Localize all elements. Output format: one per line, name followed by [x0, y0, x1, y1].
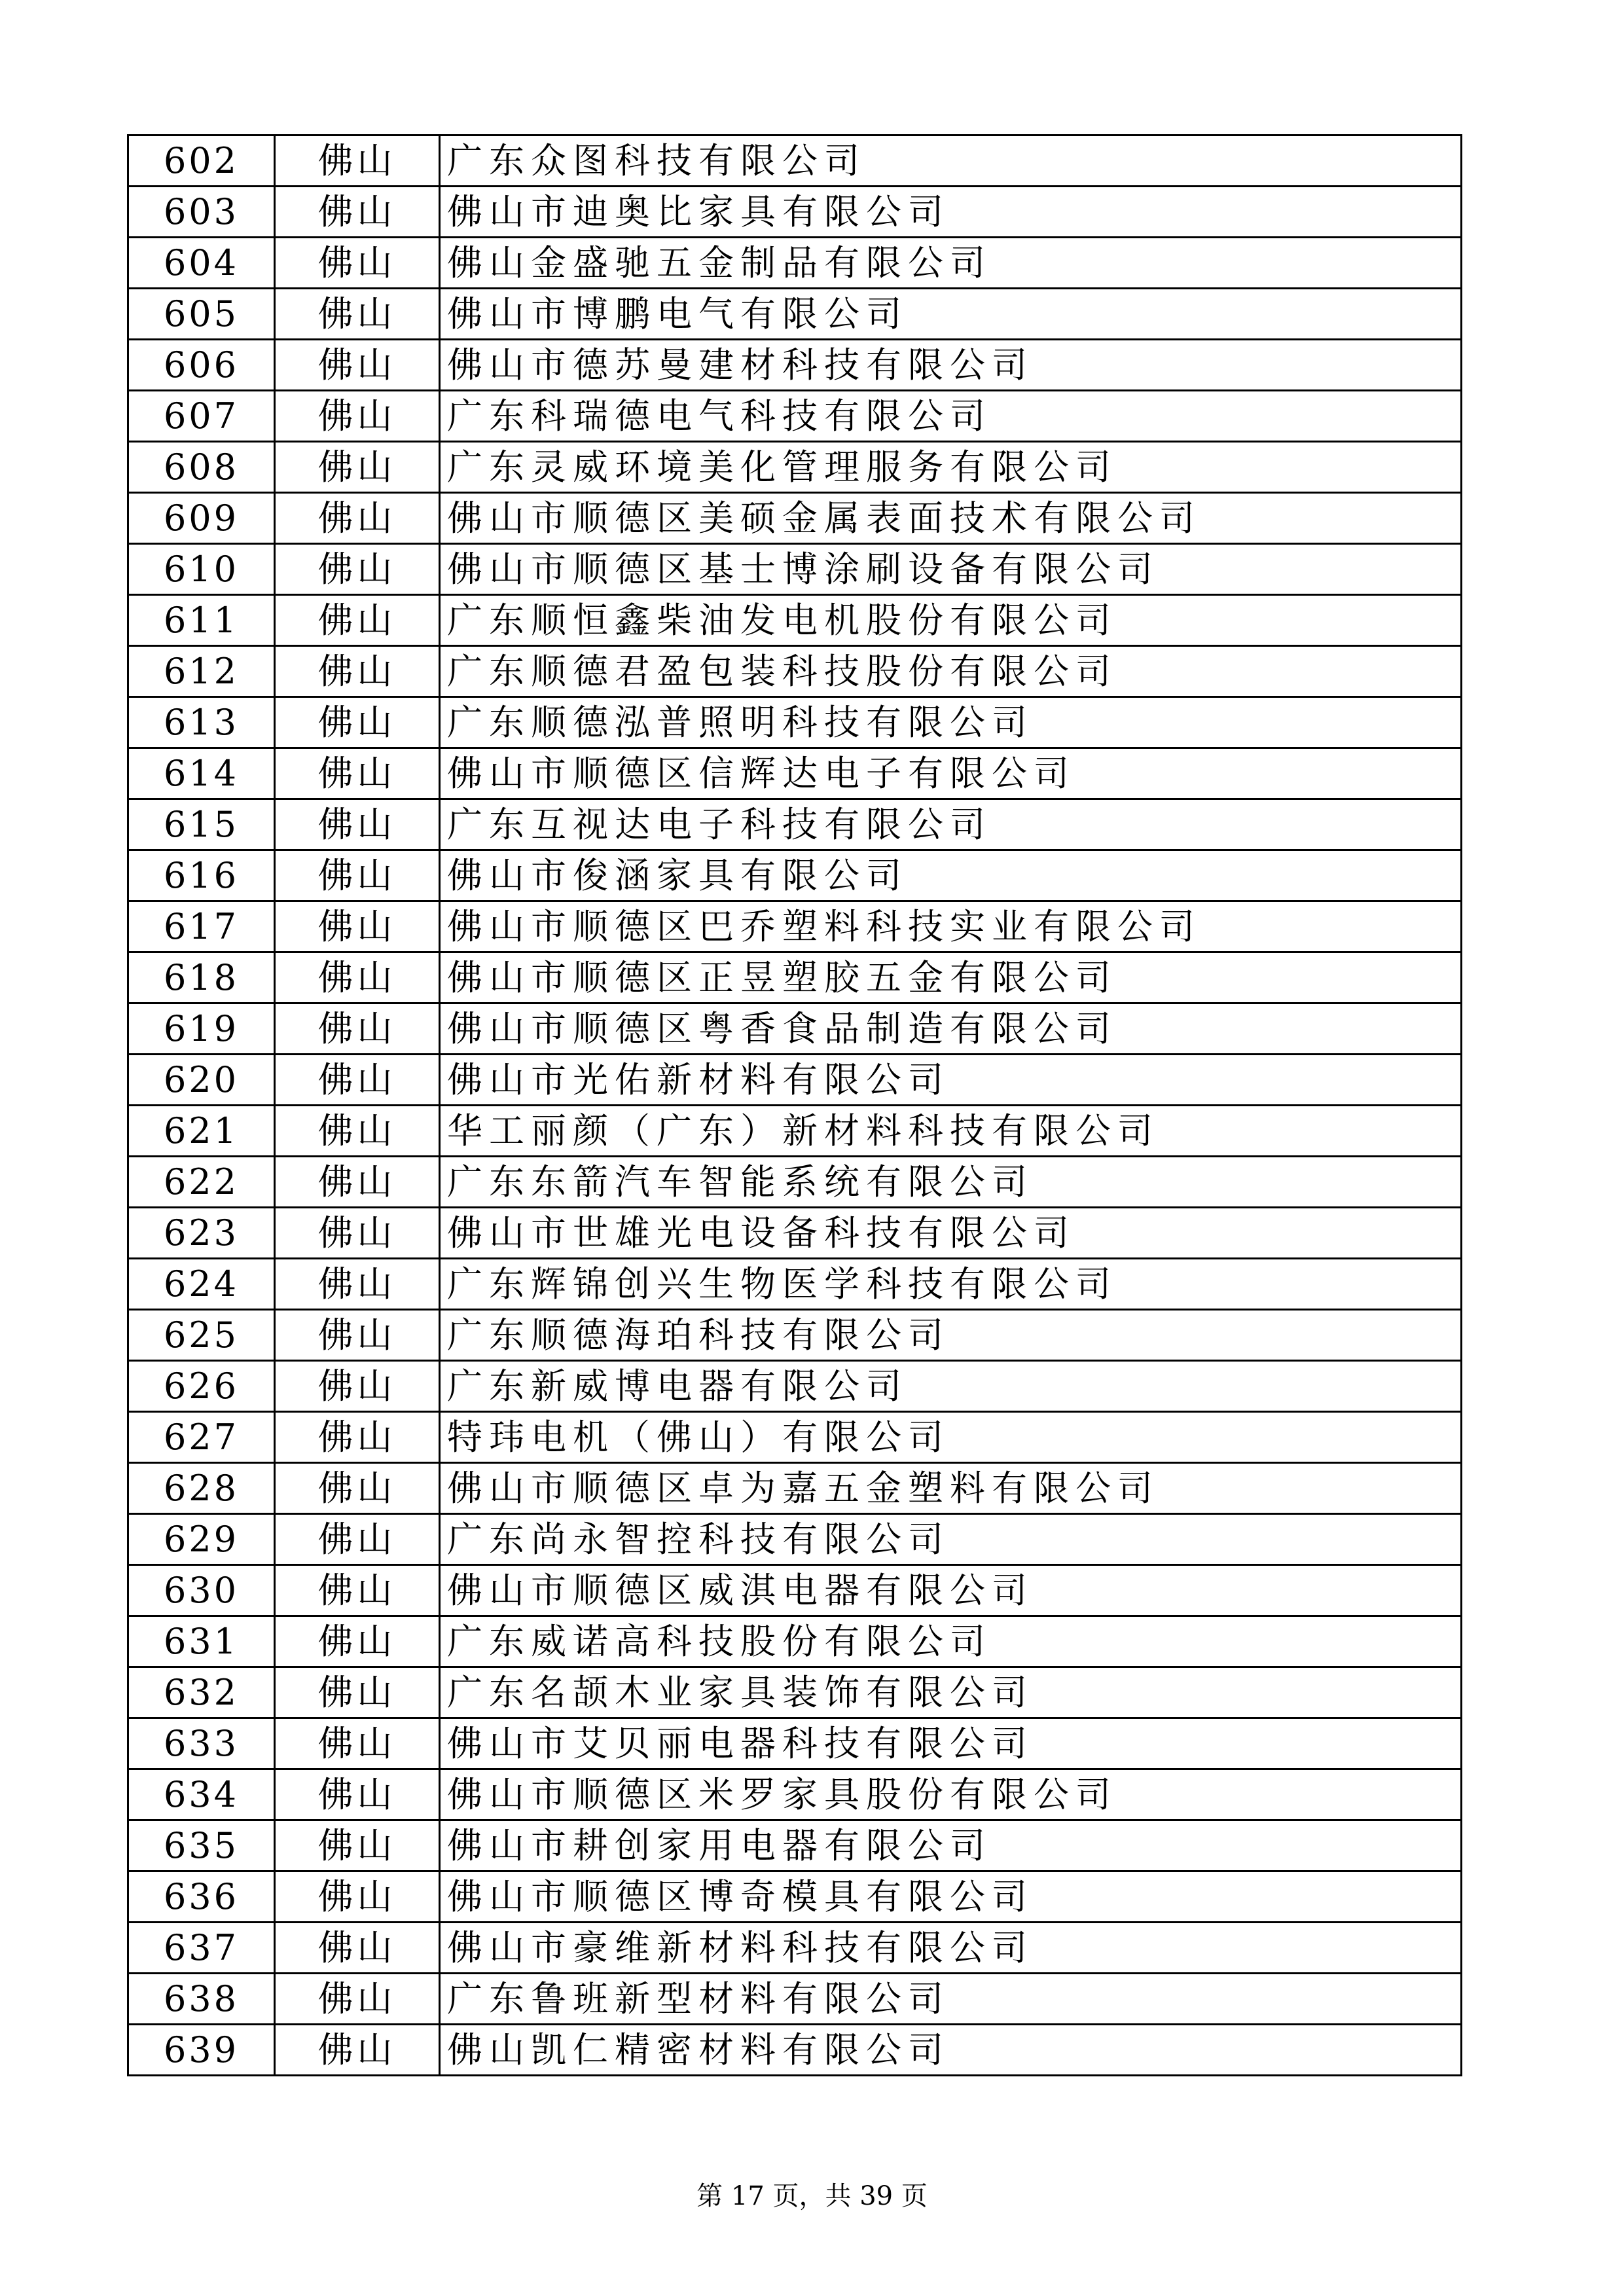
row-number-cell: 636 — [128, 1871, 275, 1923]
company-name-cell: 佛山市豪维新材料科技有限公司 — [440, 1923, 1462, 1974]
row-number-cell: 634 — [128, 1769, 275, 1820]
city-cell: 佛山 — [275, 340, 440, 391]
table-row — [128, 1310, 1462, 1361]
company-name-cell: 佛山凯仁精密材料有限公司 — [440, 2025, 1462, 2076]
city-cell: 佛山 — [275, 748, 440, 799]
company-name-cell: 佛山市顺德区正昱塑胶五金有限公司 — [440, 952, 1462, 1003]
table-row — [128, 1003, 1462, 1055]
row-number-cell: 608 — [128, 442, 275, 493]
city-cell: 佛山 — [275, 1463, 440, 1514]
row-number-cell: 632 — [128, 1667, 275, 1718]
city-cell: 佛山 — [275, 1157, 440, 1208]
city-cell: 佛山 — [275, 1106, 440, 1157]
table-row — [128, 1514, 1462, 1565]
city-cell: 佛山 — [275, 1310, 440, 1361]
table-row — [128, 1820, 1462, 1871]
company-name-cell: 广东顺德海珀科技有限公司 — [440, 1310, 1462, 1361]
table-row — [128, 1412, 1462, 1463]
city-cell: 佛山 — [275, 1974, 440, 2025]
company-name-cell: 佛山市耕创家用电器有限公司 — [440, 1820, 1462, 1871]
row-number-cell: 609 — [128, 493, 275, 544]
table-row — [128, 1616, 1462, 1667]
city-cell: 佛山 — [275, 1718, 440, 1769]
row-number-cell: 604 — [128, 238, 275, 289]
page-footer: 第 17 页，共 39 页 — [696, 2181, 928, 2211]
city-cell: 佛山 — [275, 1412, 440, 1463]
company-list-body — [128, 136, 1462, 2076]
row-number-cell: 625 — [128, 1310, 275, 1361]
row-number-cell: 635 — [128, 1820, 275, 1871]
company-name-cell: 特玮电机（佛山）有限公司 — [440, 1412, 1462, 1463]
company-name-cell: 佛山市顺德区卓为嘉五金塑料有限公司 — [440, 1463, 1462, 1514]
row-number-cell: 630 — [128, 1565, 275, 1616]
company-name-cell: 佛山市世雄光电设备科技有限公司 — [440, 1208, 1462, 1259]
table-row — [128, 187, 1462, 238]
company-list-table — [127, 134, 1462, 2076]
table-row — [128, 391, 1462, 442]
city-cell: 佛山 — [275, 238, 440, 289]
city-cell: 佛山 — [275, 1208, 440, 1259]
table-row — [128, 1157, 1462, 1208]
table-row — [128, 136, 1462, 187]
company-name-cell: 广东科瑞德电气科技有限公司 — [440, 391, 1462, 442]
row-number-cell: 614 — [128, 748, 275, 799]
table-row — [128, 1769, 1462, 1820]
row-number-cell: 633 — [128, 1718, 275, 1769]
city-cell: 佛山 — [275, 850, 440, 901]
company-name-cell: 广东名颉木业家具装饰有限公司 — [440, 1667, 1462, 1718]
city-cell: 佛山 — [275, 289, 440, 340]
row-number-cell: 612 — [128, 646, 275, 697]
table-row — [128, 1974, 1462, 2025]
row-number-cell: 637 — [128, 1923, 275, 1974]
company-name-cell: 广东鲁班新型材料有限公司 — [440, 1974, 1462, 2025]
table-row — [128, 850, 1462, 901]
city-cell: 佛山 — [275, 595, 440, 646]
table-row — [128, 952, 1462, 1003]
company-name-cell: 广东尚永智控科技有限公司 — [440, 1514, 1462, 1565]
row-number-cell: 631 — [128, 1616, 275, 1667]
row-number-cell: 639 — [128, 2025, 275, 2076]
company-name-cell: 广东众图科技有限公司 — [440, 136, 1462, 187]
company-name-cell: 广东东箭汽车智能系统有限公司 — [440, 1157, 1462, 1208]
city-cell: 佛山 — [275, 391, 440, 442]
city-cell: 佛山 — [275, 1871, 440, 1923]
table-row — [128, 595, 1462, 646]
company-name-cell: 广东顺德泓普照明科技有限公司 — [440, 697, 1462, 748]
company-name-cell: 佛山市博鹏电气有限公司 — [440, 289, 1462, 340]
row-number-cell: 615 — [128, 799, 275, 850]
company-name-cell: 佛山市顺德区美硕金属表面技术有限公司 — [440, 493, 1462, 544]
row-number-cell: 619 — [128, 1003, 275, 1055]
city-cell: 佛山 — [275, 136, 440, 187]
row-number-cell: 606 — [128, 340, 275, 391]
company-name-cell: 佛山市顺德区博奇模具有限公司 — [440, 1871, 1462, 1923]
city-cell: 佛山 — [275, 1565, 440, 1616]
city-cell: 佛山 — [275, 1667, 440, 1718]
row-number-cell: 623 — [128, 1208, 275, 1259]
row-number-cell: 626 — [128, 1361, 275, 1412]
company-name-cell: 佛山市顺德区巴乔塑料科技实业有限公司 — [440, 901, 1462, 952]
table-row — [128, 1667, 1462, 1718]
table-row — [128, 1361, 1462, 1412]
company-name-cell: 佛山市顺德区基士博涂刷设备有限公司 — [440, 544, 1462, 595]
row-number-cell: 627 — [128, 1412, 275, 1463]
company-name-cell: 佛山市德苏曼建材科技有限公司 — [440, 340, 1462, 391]
city-cell: 佛山 — [275, 493, 440, 544]
row-number-cell: 603 — [128, 187, 275, 238]
company-name-cell: 广东顺恒鑫柴油发电机股份有限公司 — [440, 595, 1462, 646]
row-number-cell: 628 — [128, 1463, 275, 1514]
row-number-cell: 607 — [128, 391, 275, 442]
city-cell: 佛山 — [275, 187, 440, 238]
row-number-cell: 638 — [128, 1974, 275, 2025]
city-cell: 佛山 — [275, 1923, 440, 1974]
city-cell: 佛山 — [275, 1514, 440, 1565]
company-name-cell: 佛山市光佑新材料有限公司 — [440, 1055, 1462, 1106]
row-number-cell: 621 — [128, 1106, 275, 1157]
city-cell: 佛山 — [275, 952, 440, 1003]
city-cell: 佛山 — [275, 901, 440, 952]
row-number-cell: 616 — [128, 850, 275, 901]
table-row — [128, 1871, 1462, 1923]
table-row — [128, 493, 1462, 544]
row-number-cell: 611 — [128, 595, 275, 646]
row-number-cell: 629 — [128, 1514, 275, 1565]
row-number-cell: 622 — [128, 1157, 275, 1208]
city-cell: 佛山 — [275, 1055, 440, 1106]
city-cell: 佛山 — [275, 1769, 440, 1820]
row-number-cell: 620 — [128, 1055, 275, 1106]
city-cell: 佛山 — [275, 1820, 440, 1871]
city-cell: 佛山 — [275, 1259, 440, 1310]
company-name-cell: 佛山市顺德区米罗家具股份有限公司 — [440, 1769, 1462, 1820]
row-number-cell: 618 — [128, 952, 275, 1003]
city-cell: 佛山 — [275, 544, 440, 595]
row-number-cell: 613 — [128, 697, 275, 748]
row-number-cell: 605 — [128, 289, 275, 340]
table-row — [128, 442, 1462, 493]
table-row — [128, 1463, 1462, 1514]
company-name-cell: 佛山市俊涵家具有限公司 — [440, 850, 1462, 901]
table-row — [128, 289, 1462, 340]
table-row — [128, 1055, 1462, 1106]
city-cell: 佛山 — [275, 442, 440, 493]
table-row — [128, 1208, 1462, 1259]
row-number-cell: 610 — [128, 544, 275, 595]
company-name-cell: 佛山市迪奥比家具有限公司 — [440, 187, 1462, 238]
table-row — [128, 799, 1462, 850]
table-row — [128, 1923, 1462, 1974]
table-row — [128, 697, 1462, 748]
company-name-cell: 广东新威博电器有限公司 — [440, 1361, 1462, 1412]
company-name-cell: 佛山市顺德区威淇电器有限公司 — [440, 1565, 1462, 1616]
company-name-cell: 广东辉锦创兴生物医学科技有限公司 — [440, 1259, 1462, 1310]
row-number-cell: 617 — [128, 901, 275, 952]
table-row — [128, 1106, 1462, 1157]
row-number-cell: 602 — [128, 136, 275, 187]
company-name-cell: 佛山市顺德区信辉达电子有限公司 — [440, 748, 1462, 799]
table-row — [128, 901, 1462, 952]
city-cell: 佛山 — [275, 646, 440, 697]
table-row — [128, 340, 1462, 391]
city-cell: 佛山 — [275, 1361, 440, 1412]
company-name-cell: 佛山金盛驰五金制品有限公司 — [440, 238, 1462, 289]
table-row — [128, 2025, 1462, 2076]
row-number-cell: 624 — [128, 1259, 275, 1310]
company-name-cell: 华工丽颜（广东）新材料科技有限公司 — [440, 1106, 1462, 1157]
table-row — [128, 238, 1462, 289]
city-cell: 佛山 — [275, 2025, 440, 2076]
city-cell: 佛山 — [275, 1003, 440, 1055]
company-name-cell: 广东威诺高科技股份有限公司 — [440, 1616, 1462, 1667]
company-name-cell: 佛山市顺德区粤香食品制造有限公司 — [440, 1003, 1462, 1055]
city-cell: 佛山 — [275, 799, 440, 850]
table-row — [128, 544, 1462, 595]
city-cell: 佛山 — [275, 1616, 440, 1667]
company-name-cell: 佛山市艾贝丽电器科技有限公司 — [440, 1718, 1462, 1769]
table-row — [128, 748, 1462, 799]
table-row — [128, 1565, 1462, 1616]
company-name-cell: 广东灵威环境美化管理服务有限公司 — [440, 442, 1462, 493]
company-name-cell: 广东互视达电子科技有限公司 — [440, 799, 1462, 850]
city-cell: 佛山 — [275, 697, 440, 748]
table-row — [128, 1259, 1462, 1310]
company-name-cell: 广东顺德君盈包装科技股份有限公司 — [440, 646, 1462, 697]
table-row — [128, 646, 1462, 697]
table-row — [128, 1718, 1462, 1769]
